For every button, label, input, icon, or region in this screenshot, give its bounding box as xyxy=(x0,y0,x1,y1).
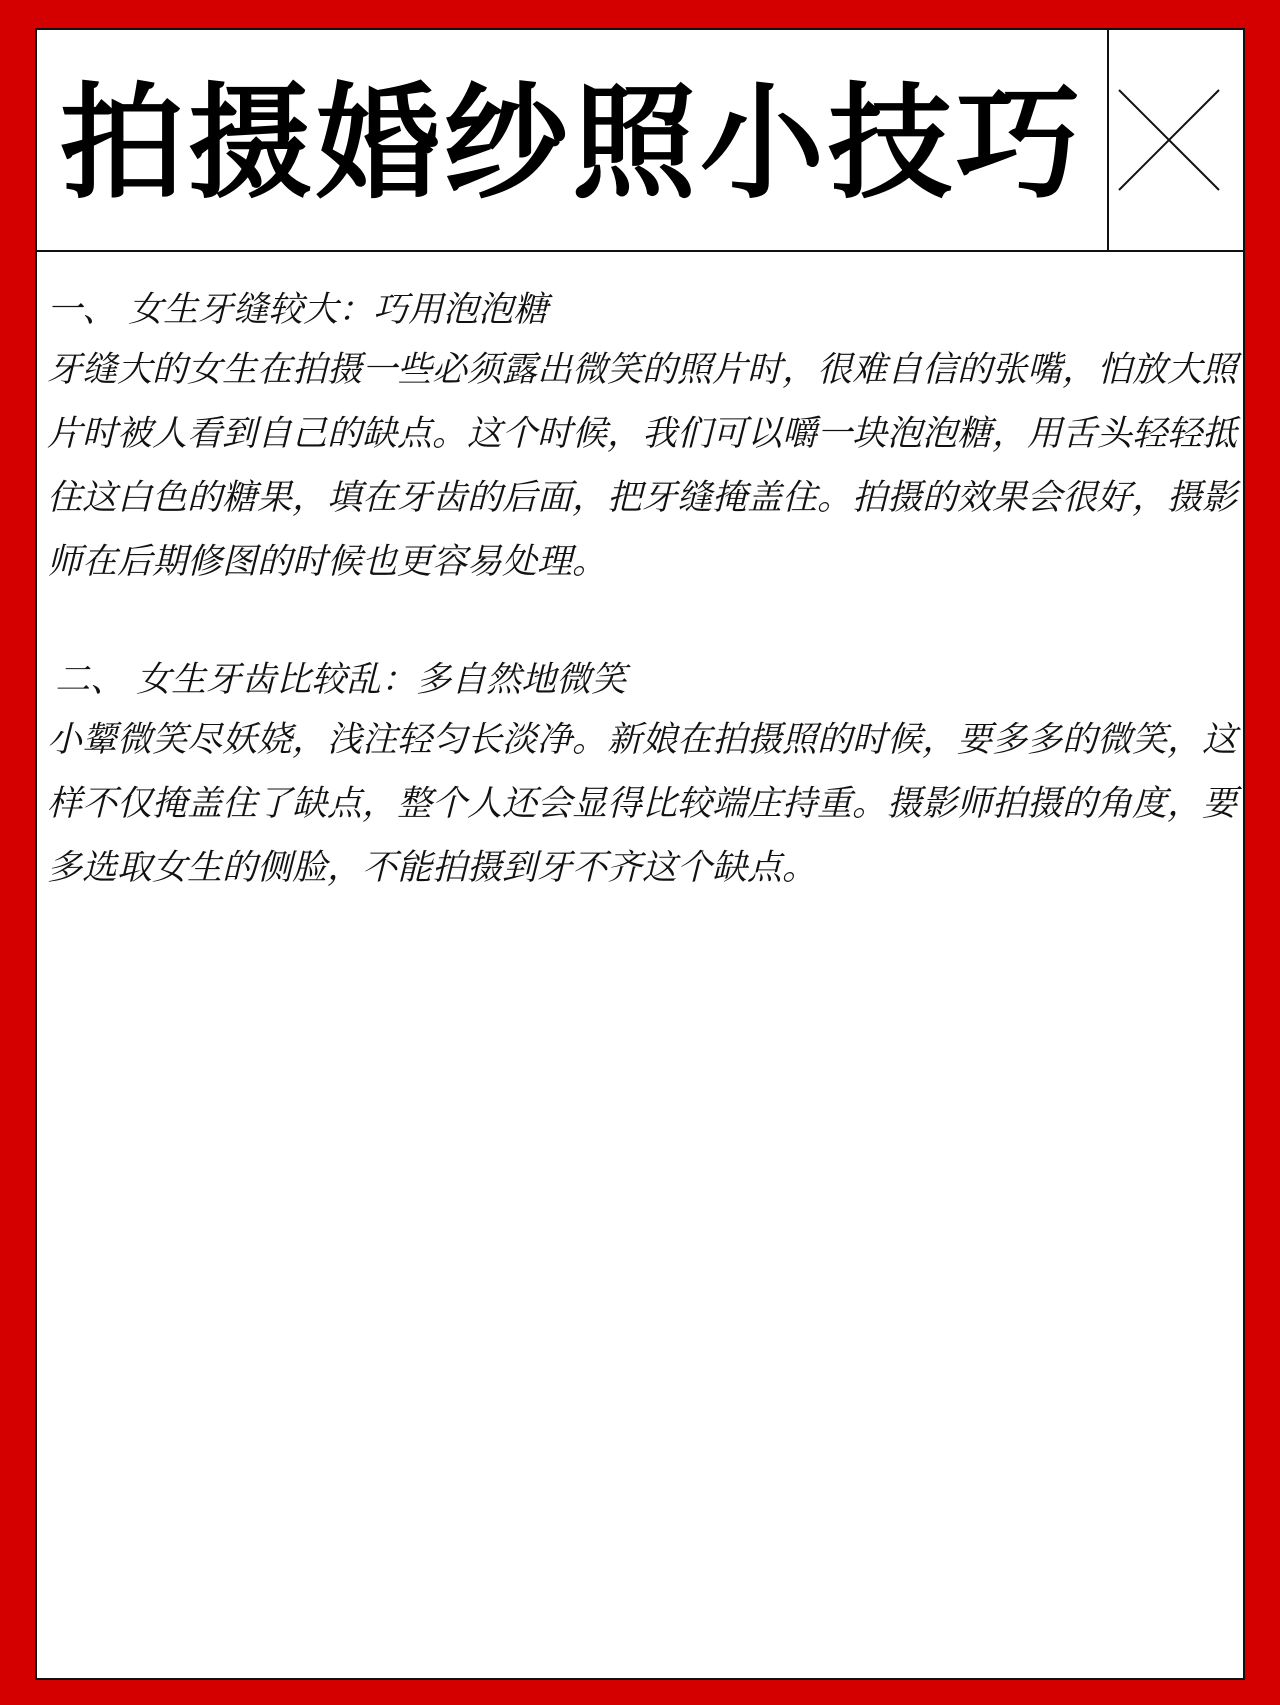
content-card xyxy=(35,28,1245,1680)
section-heading: 二、 女生牙齿比较乱：多自然地微笑 xyxy=(55,660,627,700)
section-paragraph: 牙缝大的女生在拍摄一些必须露出微笑的照片时，很难自信的张嘴，怕放大照片时被人看到自己的缺点。这个时候，我们可以嚼一块泡泡糖，用舌头轻轻抵住这白色的糖果，填在牙齿的后面，把牙缝掩盖住。拍摄的效果会很好，摄影师在后期修图的时候也更容易处理。 xyxy=(47,350,1238,582)
page-title: 拍摄婚纱照小技巧 xyxy=(59,72,1084,216)
close-button[interactable] xyxy=(1109,30,1243,250)
article-body xyxy=(47,282,1237,900)
section-heading: 一、 女生牙缝较大：巧用泡泡糖 xyxy=(47,290,549,330)
close-x-icon xyxy=(1109,30,1243,250)
title-cell xyxy=(37,30,1109,250)
section-teeth-gap xyxy=(47,282,1237,594)
section-paragraph: 小颦微笑尽妖娆，浅注轻匀长淡净。新娘在拍摄照的时候，要多多的微笑，这样不仅掩盖住了缺点，整个人还会显得比较端庄持重。摄影师拍摄的角度，要多选取女生的侧脸，不能拍摄到牙不齐这个缺点。 xyxy=(47,720,1238,888)
header-bar xyxy=(37,30,1243,252)
section-uneven-teeth xyxy=(47,652,1237,900)
